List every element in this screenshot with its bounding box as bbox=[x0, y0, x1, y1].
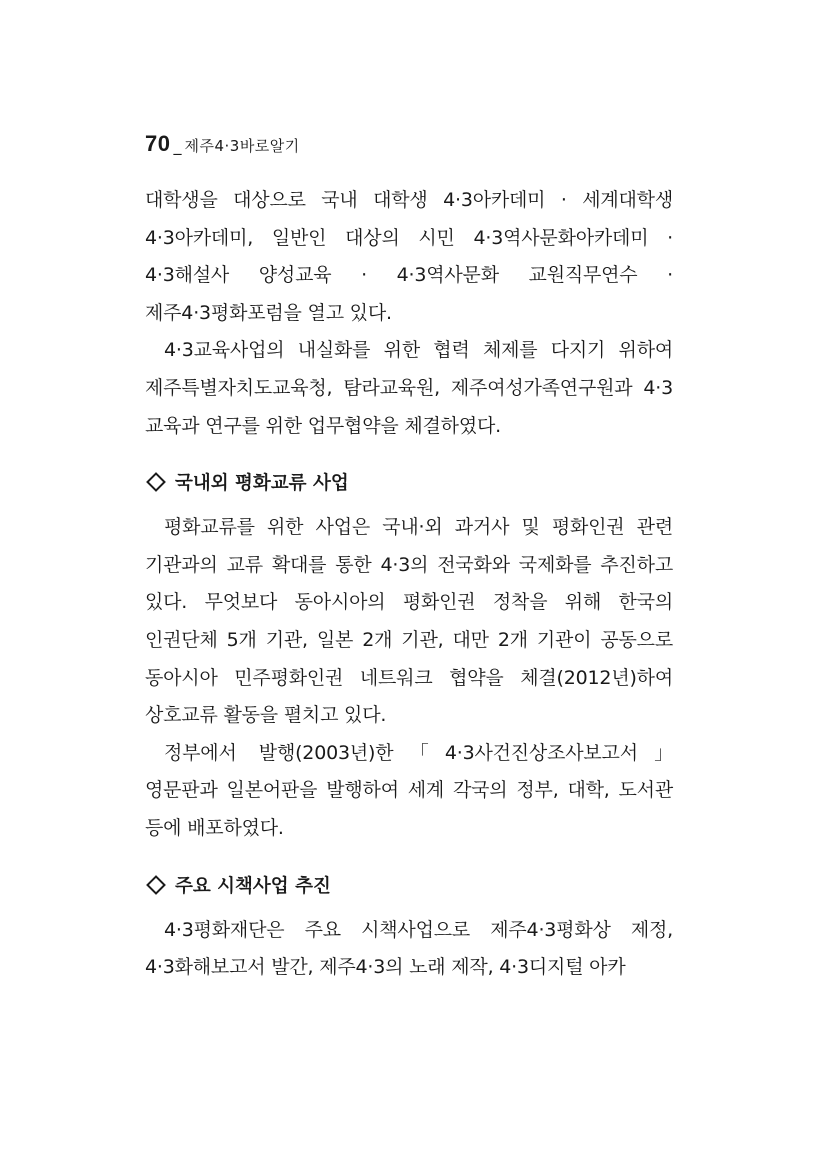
body-paragraph-2: 4·3교육사업의 내실화를 위한 협력 체제를 다지기 위하여 제주특별자치도교육청, 탐라교육원, 제주여성가족연구원과 4·3 교육과 연구를 위한 업무협약을 체결하였다. bbox=[145, 339, 673, 437]
header-separator: _ bbox=[173, 136, 182, 155]
body-paragraph-5: 4·3평화재단은 주요 시책사업으로 제주4·3평화상 제정, 4·3화해보고서 발간, 제주4·3의 노래 제작, 4·3디지털 아카 bbox=[145, 918, 673, 979]
section-heading-text: 주요 시책사업 추진 bbox=[175, 875, 331, 897]
body-paragraph-1: 대학생을 대상으로 국내 대학생 4·3아카데미 · 세계대학생 4·3아카데미, 일반인 대상의 시민 4·3역사문화아카데미 · 4·3해설사 양성교육 · 4·3역사문화 교원직무연수 · 제주4·3평화포럼을 열고 있다. bbox=[145, 189, 673, 324]
diamond-bullet-icon bbox=[146, 875, 166, 895]
page-number: 70 bbox=[145, 131, 171, 156]
page-body bbox=[145, 182, 673, 987]
body-paragraph-4: 정부에서 발행(2003년)한「4·3사건진상조사보고서」영문판과 일본어판을 발행하여 세계 각국의 정부, 대학, 도서관 등에 배포하였다. bbox=[145, 741, 673, 839]
section-heading-text: 국내외 평화교류 사업 bbox=[175, 473, 349, 495]
book-title: 제주4·3바로알기 bbox=[184, 137, 300, 155]
diamond-bullet-icon bbox=[146, 472, 166, 492]
section-heading-policy-projects bbox=[145, 872, 673, 898]
body-paragraph-3: 평화교류를 위한 사업은 국내·외 과거사 및 평화인권 관련 기관과의 교류 확대를 통한 4·3의 전국화와 국제화를 추진하고 있다. 무엇보다 동아시아의 평화인권 정착을 위해 한국의 인권단체 5개 기관, 일본 2개 기관, 대만 2개 기관이 공동으로 동아시아 민주평화인권 네트워크 협약을 체결(2012년)하여 상호교류 활동을 펼치고 있다. bbox=[145, 516, 673, 727]
section-heading-peace-exchange bbox=[145, 469, 673, 495]
page-header bbox=[145, 131, 300, 157]
